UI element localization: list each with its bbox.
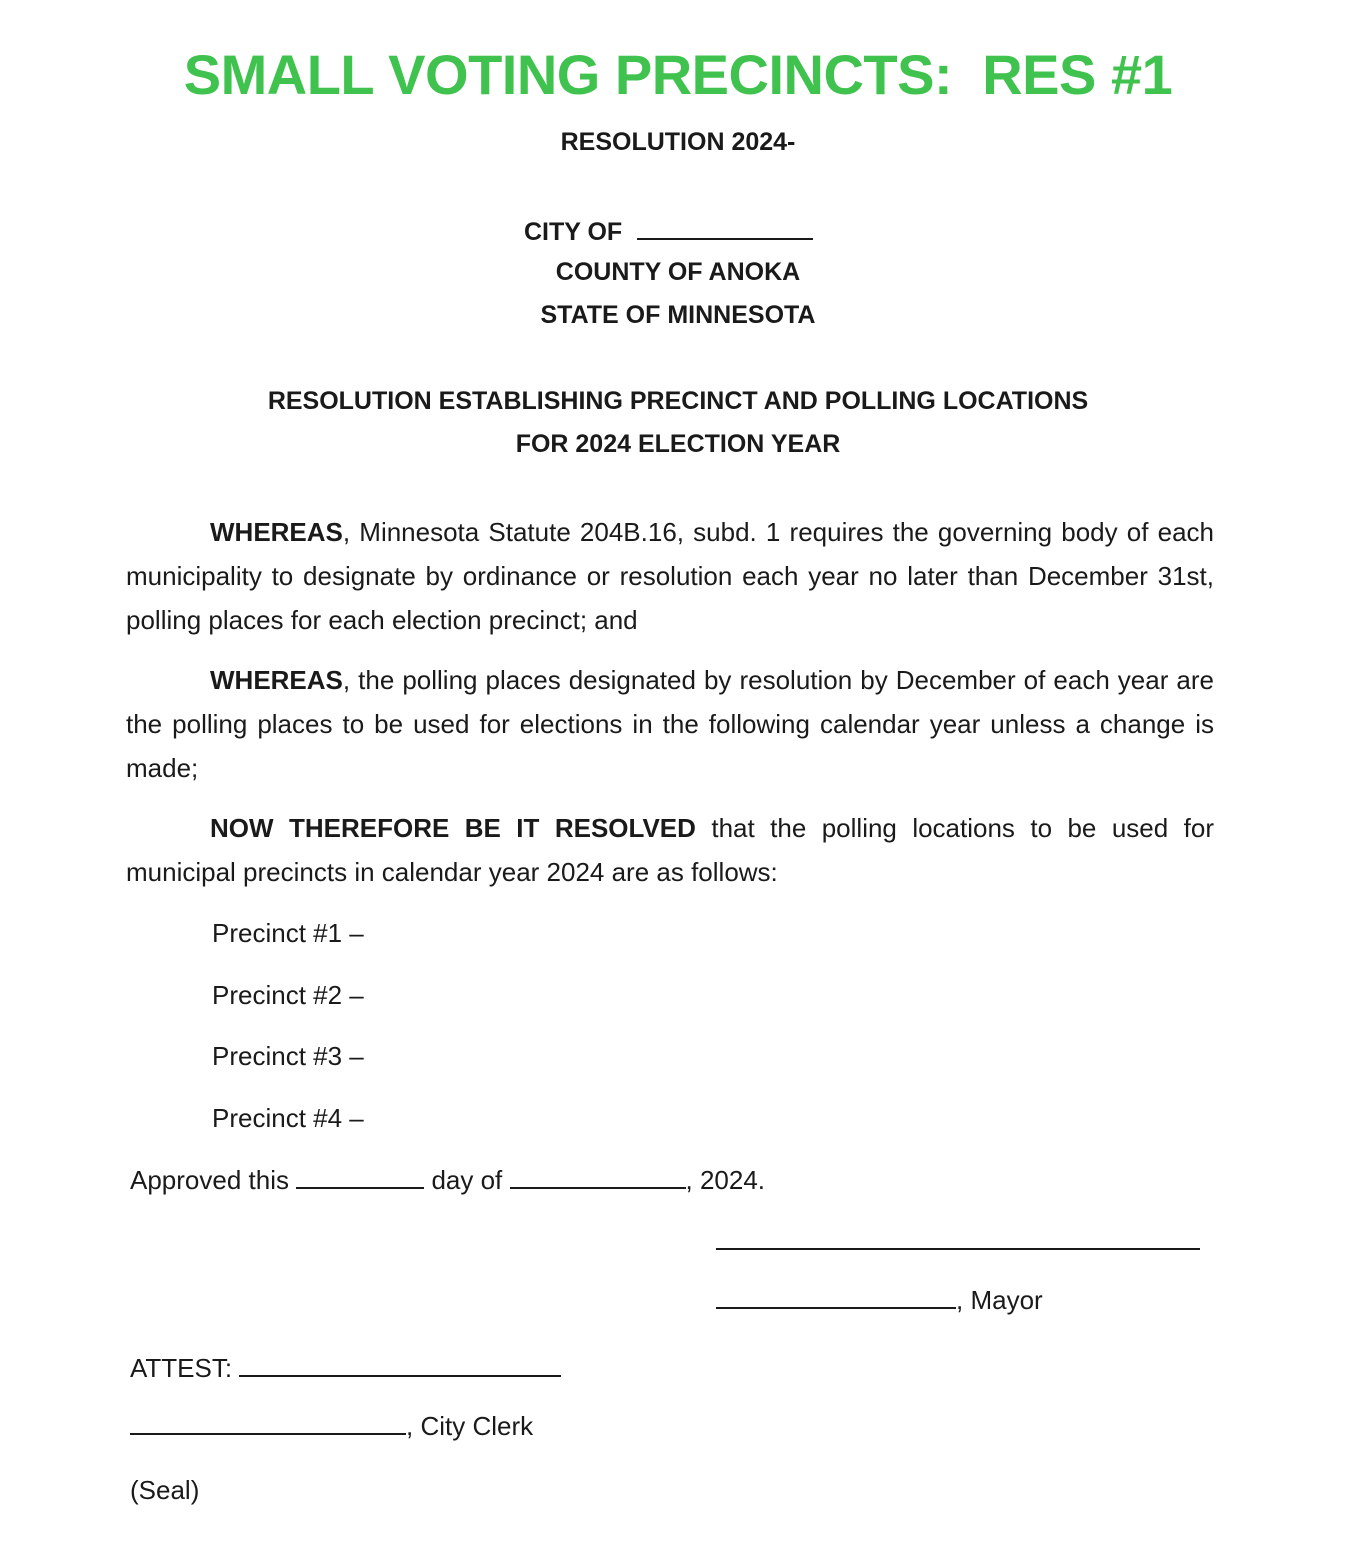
- clerk-name-blank: [130, 1411, 406, 1435]
- precinct-1: Precinct #1 –: [212, 918, 364, 948]
- resolution-title-line2: FOR 2024 ELECTION YEAR: [515, 430, 841, 458]
- resolution-number: RESOLUTION 2024-: [560, 128, 796, 156]
- whereas-1-text: , Minnesota Statute 204B.16, subd. 1 requires the governing body of each municipality to designate by ordinance or resolution each year no later than December 31st, polling places for each election precinct; and: [126, 517, 1214, 635]
- city-label: CITY OF: [524, 218, 623, 246]
- approved-suffix: , 2024.: [685, 1165, 766, 1195]
- city-line: [524, 216, 813, 247]
- resolved-keyword: NOW THEREFORE BE IT RESOLVED: [210, 813, 696, 843]
- seal-label: (Seal): [130, 1475, 200, 1505]
- whereas-1-keyword: WHEREAS: [210, 517, 343, 547]
- mayor-label: , Mayor: [956, 1285, 1043, 1315]
- whereas-2-keyword: WHEREAS: [210, 665, 343, 695]
- city-name-blank: [637, 216, 813, 240]
- county-line: COUNTY OF ANOKA: [555, 258, 801, 286]
- approved-month-blank: [510, 1165, 686, 1189]
- resolved-text: that the polling locations to be used for municipal precincts in calendar year 2024 are as follows:: [126, 813, 1214, 887]
- precinct-3: Precinct #3 –: [212, 1041, 364, 1071]
- mayor-line: [716, 1280, 1043, 1320]
- state-line: STATE OF MINNESOTA: [540, 301, 816, 329]
- precinct-4: Precinct #4 –: [212, 1103, 364, 1133]
- mayor-signature-line: [716, 1248, 1200, 1250]
- resolved-paragraph: [126, 806, 1214, 894]
- attest-line: [130, 1348, 561, 1388]
- mayor-name-blank: [716, 1285, 956, 1309]
- clerk-line: [130, 1406, 533, 1446]
- whereas-paragraph-1: [126, 510, 1214, 642]
- attest-signature-blank: [239, 1353, 561, 1377]
- whereas-2-text: , the polling places designated by resolution by December of each year are the polling places to be used for elections in the following calendar year unless a change is made;: [126, 665, 1214, 783]
- precinct-2: Precinct #2 –: [212, 980, 364, 1010]
- approved-line: [130, 1160, 765, 1200]
- document-banner: SMALL VOTING PRECINCTS: RES #1: [183, 43, 1173, 106]
- resolution-title-line1: RESOLUTION ESTABLISHING PRECINCT AND POLLING LOCATIONS: [267, 387, 1089, 415]
- attest-label: ATTEST:: [130, 1353, 233, 1383]
- approved-prefix: Approved this: [130, 1165, 289, 1195]
- whereas-paragraph-2: [126, 658, 1214, 790]
- approved-day-blank: [296, 1165, 424, 1189]
- clerk-label: , City Clerk: [406, 1411, 534, 1441]
- approved-middle: day of: [431, 1165, 503, 1195]
